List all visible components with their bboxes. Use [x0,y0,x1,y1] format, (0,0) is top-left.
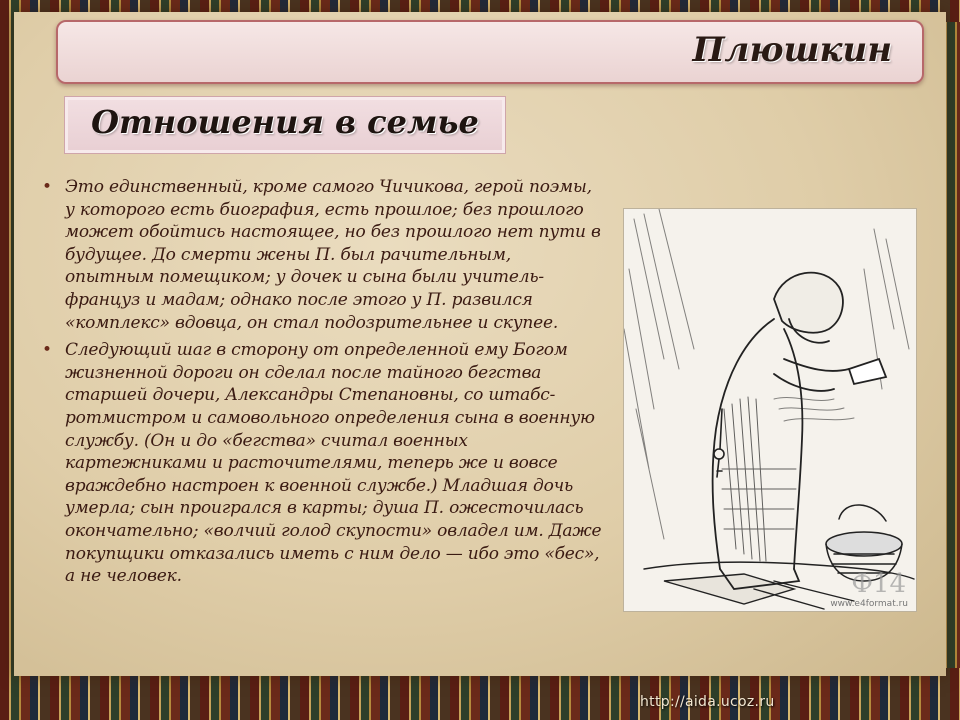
bullet-list [40,176,605,588]
footer-url: http://aida.ucoz.ru [640,694,775,710]
bullet-icon: • [42,340,52,361]
title-banner [56,20,924,84]
illustration-watermark-site: www.e4format.ru [830,599,908,609]
slide-title: Плюшкин [692,30,892,70]
bullet-item [40,176,605,334]
bullet-item [40,339,605,588]
illustration-drawing [624,209,916,611]
subtitle-banner [64,96,506,154]
bullet-icon: • [42,177,52,197]
illustration-watermark-number: Ф14 [851,569,906,599]
slide-subtitle: Отношения в семье [91,103,479,141]
bullet-text: Следующий шаг в сторону от определенной ему Богом жизненной дороги он сделал после тайного бегства старшей дочери, Александры Степановны, со штабс-ротмистром и самовольного определения сына в военную службу. (Он и до «бегства» считал военных картежниками и расточителями, теперь же и вовсе враждебно настроен к военной службе.) Младшая дочь умерла; сын проигрался в карты; душа П. ожесточилась окончательно; «волчий голод скупости» овладел им. Даже покупщики отказались иметь с ним дело — ибо это «бес», а не человек. [65,340,602,587]
bullet-text: Это единственный, кроме самого Чичикова, герой поэмы, у которого есть биография, есть прошлое; без прошлого может обойтись настоящее, но без прошлого нет пути в будущее. До смерти жены П. был рачительным, опытным помещиком; у дочек и сына были учитель-француз и мадам; однако после этого у П. развился «комплекс» вдовца, он стал подозрительнее и скупее. [65,177,601,333]
plyushkin-illustration [623,208,917,612]
